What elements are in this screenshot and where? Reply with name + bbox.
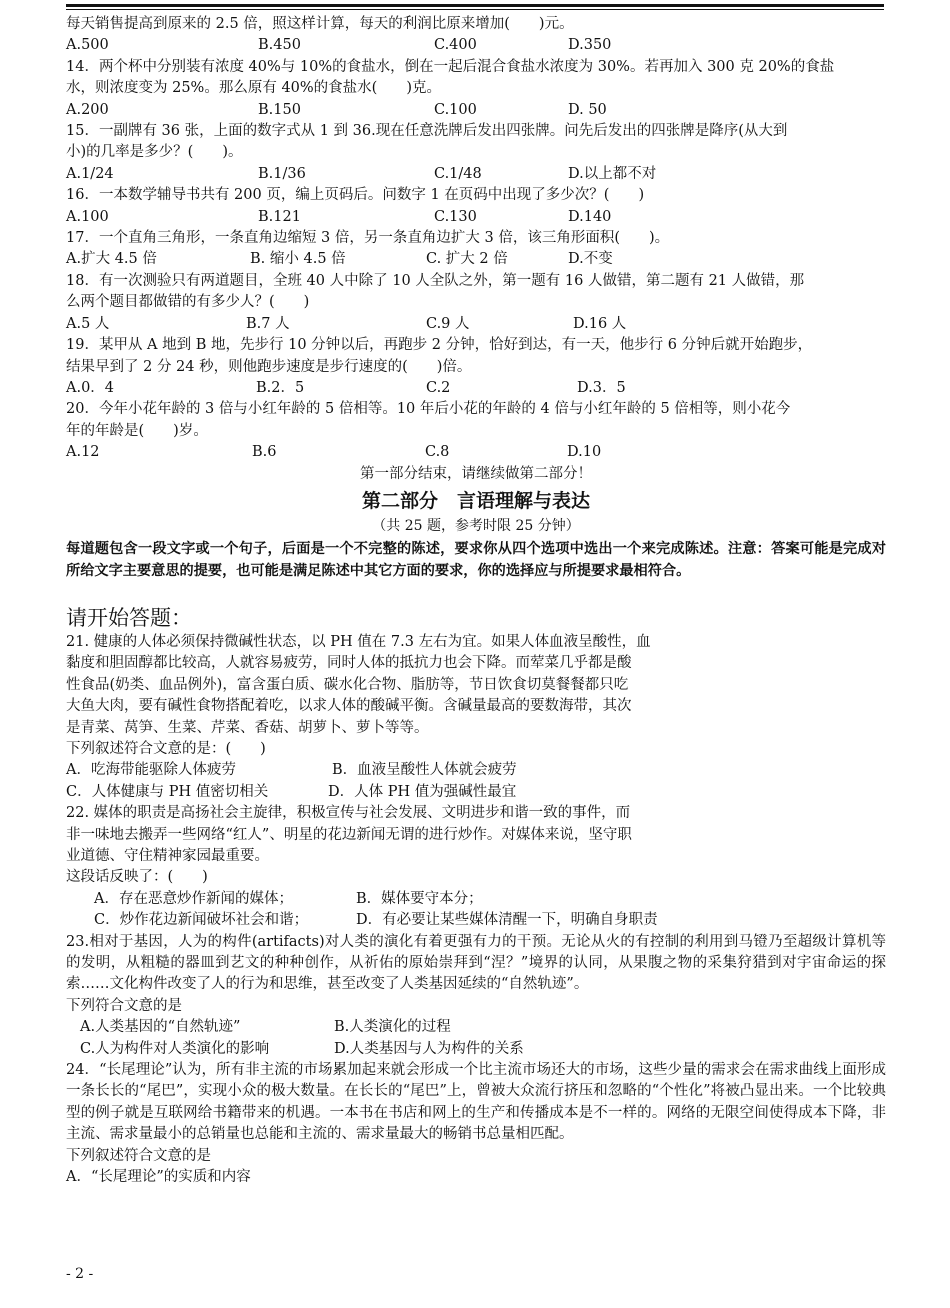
- q20-option-d: D.10: [567, 444, 602, 461]
- q21-question: 下列叙述符合文意的是：( ): [66, 740, 266, 757]
- q16-text: 16．一本数学辅导书共有 200 页，编上页码后。问数字 1 在页码中出现了多少次？( ): [66, 187, 645, 204]
- q21-line: 是青菜、莴笋、生菜、芹菜、香菇、胡萝卜、萝卜等等。: [66, 719, 429, 736]
- q24-question: 下列叙述符合文意的是: [66, 1147, 211, 1164]
- q13-options: [66, 35, 886, 56]
- q13-option-a: A.500: [66, 37, 109, 54]
- q23-option-d: D.人类基因与人为构件的关系: [334, 1040, 524, 1057]
- q14-text-line2: 水，则浓度变为 25%。那么原有 40%的食盐水( )克。: [66, 80, 441, 97]
- q22-question: 这段话反映了：( ): [66, 869, 208, 886]
- header-rule-thin: [66, 9, 884, 10]
- q24-text: 24．“长尾理论”认为，所有非主流的市场累加起来就会形成一个比主流市场还大的市场，这些少量的需求会在需求曲线上面形成一条长长的“尾巴”，实现小众的极大数量。在长长的“尾巴”上，曾被大众流行挤压和忽略的“个性化”将被凸显出来。一个比较典型的例子就是互联网给书籍带来的机遇。一本书在书店和网上的生产和传播成本是不一样的。网络的无限空间使得成本下降，非主流、需求量最小的总销量也总能和主流的、需求量最大的畅销书总量相匹配。: [66, 1062, 886, 1143]
- q23-question: 下列符合文意的是: [66, 997, 182, 1014]
- q20-option-b: B.6: [252, 444, 277, 461]
- q21-options-row1: [66, 760, 886, 781]
- q14-option-a: A.200: [66, 101, 109, 118]
- q22-options-row2: [66, 910, 886, 931]
- q20-text-line2: 年的年龄是( )岁。: [66, 422, 208, 439]
- q22-line: 业道德、守住精神家园最重要。: [66, 848, 269, 864]
- q15-option-b: B.1/36: [258, 165, 306, 182]
- q23-option-c: C.人为构件对人类演化的影响: [80, 1040, 270, 1057]
- q20-text-line1: 20．今年小花年龄的 3 倍与小红年龄的 5 倍相等。10 年后小花的年龄的 4 倍与小红年龄的 5 倍相等，则小花今: [66, 401, 791, 418]
- q16-options: [66, 207, 886, 228]
- q14-options: [66, 100, 886, 121]
- q17-option-c: C. 扩大 2 倍: [426, 251, 508, 268]
- q22-line: 22. 媒体的职责是高扬社会主旋律，积极宣传与社会发展、文明进步和谐一致的事件，而: [66, 805, 631, 822]
- page-content: [66, 14, 886, 1189]
- q20-option-a: A.12: [66, 444, 100, 461]
- q21-option-d: D．人体 PH 值为强碱性最宜: [328, 783, 517, 800]
- q13-option-d: D.350: [568, 37, 612, 54]
- q21-options-row2: [66, 782, 886, 803]
- q16-option-a: A.100: [66, 208, 109, 225]
- page-number: - 2 -: [66, 1266, 94, 1282]
- q17-option-d: D.不变: [568, 251, 613, 268]
- q21-line: 性食品(奶类、血品例外)，富含蛋白质、碳水化合物、脂肪等，节日饮食切莫餐餐都只吃: [66, 676, 629, 693]
- part2-instructions: 每道题包含一段文字或一个句子，后面是一个不完整的陈述，要求你从四个选项中选出一个来完成陈述。注意：答案可能是完成对所给文字主要意思的提要，也可能是满足陈述中其它方面的要求，你的选择应与所提要求最相符合。: [66, 540, 886, 579]
- q17-options: [66, 249, 886, 270]
- q20-options: [66, 442, 886, 463]
- q22-line: 非一味地去搬弄一些网络“红人”、明星的花边新闻无谓的进行炒作。对媒体来说，坚守职: [66, 826, 632, 843]
- q15-text-line2: 小)的几率是多少？( )。: [66, 144, 243, 161]
- q13-option-b: B.450: [258, 37, 301, 54]
- q18-text-line2: 么两个题目都做错的有多少人？( ): [66, 294, 310, 311]
- q18-option-a: A.5 人: [66, 315, 110, 332]
- q20-option-c: C.8: [425, 444, 450, 461]
- q23-text: 23.相对于基因，人为的构件(artifacts)对人类的演化有着更强有力的干预。无论从火的有控制的利用到马镫乃至超级计算机等的发明，从粗糙的器皿到艺文的种种创作，从祈佑的原始崇拜到“涅？”境界的认同，从果腹之物的采集狩猎到对宇宙命运的探索……文化构件改变了人的行为和思维，甚至改变了人类基因延续的“自然轨迹”。: [66, 933, 886, 993]
- q18-option-d: D.16 人: [573, 315, 627, 332]
- q19-option-b: B.2．5: [256, 379, 305, 396]
- q14-text-line1: 14．两个杯中分别装有浓度 40%与 10%的食盐水，倒在一起后混合食盐水浓度为 30%。若再加入 300 克 20%的食盐: [66, 58, 835, 75]
- q15-options: [66, 164, 886, 185]
- q21-option-b: B．血液呈酸性人体就会疲劳: [332, 762, 517, 779]
- part2-subtitle: （共 25 题，参考时限 25 分钟）: [372, 517, 580, 534]
- q19-text-line2: 结果早到了 2 分 24 秒，则他跑步速度是步行速度的( )倍。: [66, 358, 472, 375]
- q22-option-a: A．存在恶意炒作新闻的媒体；: [94, 890, 293, 907]
- q13-option-c: C.400: [434, 37, 477, 54]
- q15-option-c: C.1/48: [434, 165, 482, 182]
- q23-option-a: A.人类基因的“自然轨迹”: [80, 1019, 241, 1036]
- start-heading: 请开始答题：: [66, 605, 192, 630]
- q14-option-c: C.100: [434, 101, 477, 118]
- q19-option-c: C.2: [426, 379, 451, 396]
- q13-text: 每天销售提高到原来的 2.5 倍，照这样计算，每天的利润比原来增加( )元。: [66, 16, 574, 32]
- q17-option-a: A.扩大 4.5 倍: [66, 251, 157, 268]
- q23-options-row1: [66, 1017, 886, 1038]
- q18-options: [66, 314, 886, 335]
- q21-line: 大鱼大肉，要有碱性食物搭配着吃，以求人体的酸碱平衡。含碱量最高的要数海带，其次: [66, 698, 632, 715]
- q15-option-a: A.1/24: [66, 165, 114, 182]
- q14-option-d: D. 50: [568, 101, 607, 118]
- q22-option-b: B．媒体要守本分；: [356, 890, 483, 907]
- q22-option-d: D．有必要让某些媒体清醒一下，明确自身职责: [356, 912, 658, 929]
- q21-option-a: A．吃海带能驱除人体疲劳: [66, 762, 236, 779]
- q17-text: 17．一个直角三角形，一条直角边缩短 3 倍，另一条直角边扩大 3 倍，该三角形面积( )。: [66, 230, 670, 247]
- q19-option-a: A.0．4: [66, 379, 115, 396]
- q18-text-line1: 18．有一次测验只有两道题目，全班 40 人中除了 10 人全队之外，第一题有 16 人做错，第二题有 21 人做错，那: [66, 272, 805, 289]
- q23-option-b: B.人类演化的过程: [334, 1019, 451, 1036]
- q14-option-b: B.150: [258, 101, 301, 118]
- q16-option-d: D.140: [568, 208, 612, 225]
- part2-title: 第二部分 言语理解与表达: [361, 489, 590, 512]
- q19-option-d: D.3．5: [577, 379, 626, 396]
- q17-option-b: B. 缩小 4.5 倍: [250, 251, 346, 268]
- header-rule-thick: [66, 4, 884, 7]
- q19-options: [66, 378, 886, 399]
- q19-text-line1: 19．某甲从 A 地到 B 地，先步行 10 分钟以后，再跑步 2 分钟，恰好到达，有一天，他步行 6 分钟后就开始跑步，: [66, 337, 813, 354]
- q21-line: 黏度和胆固醇都比较高，人就容易疲劳，同时人体的抵抗力也会下降。而荤菜几乎都是酸: [66, 655, 632, 672]
- part1-end-note: 第一部分结束，请继续做第二部分！: [360, 465, 592, 482]
- q16-option-b: B.121: [258, 208, 301, 225]
- q22-options-row1: [66, 889, 886, 910]
- q22-option-c: C．炒作花边新闻破坏社会和谐；: [94, 912, 309, 929]
- q15-text-line1: 15．一副牌有 36 张，上面的数字式从 1 到 36.现在任意洗牌后发出四张牌。问先后发出的四张牌是降序(从大到: [66, 123, 788, 140]
- q23-options-row2: [66, 1039, 886, 1060]
- q24-option-a: A．“长尾理论”的实质和内容: [66, 1169, 251, 1186]
- q21-option-c: C．人体健康与 PH 值密切相关: [66, 783, 269, 800]
- q15-option-d: D.以上都不对: [568, 165, 657, 182]
- q18-option-b: B.7 人: [246, 315, 290, 332]
- q16-option-c: C.130: [434, 208, 477, 225]
- q18-option-c: C.9 人: [426, 315, 470, 332]
- q21-line: 21. 健康的人体必须保持微碱性状态，以 PH 值在 7.3 左右为宜。如果人体血液呈酸性，血: [66, 633, 651, 650]
